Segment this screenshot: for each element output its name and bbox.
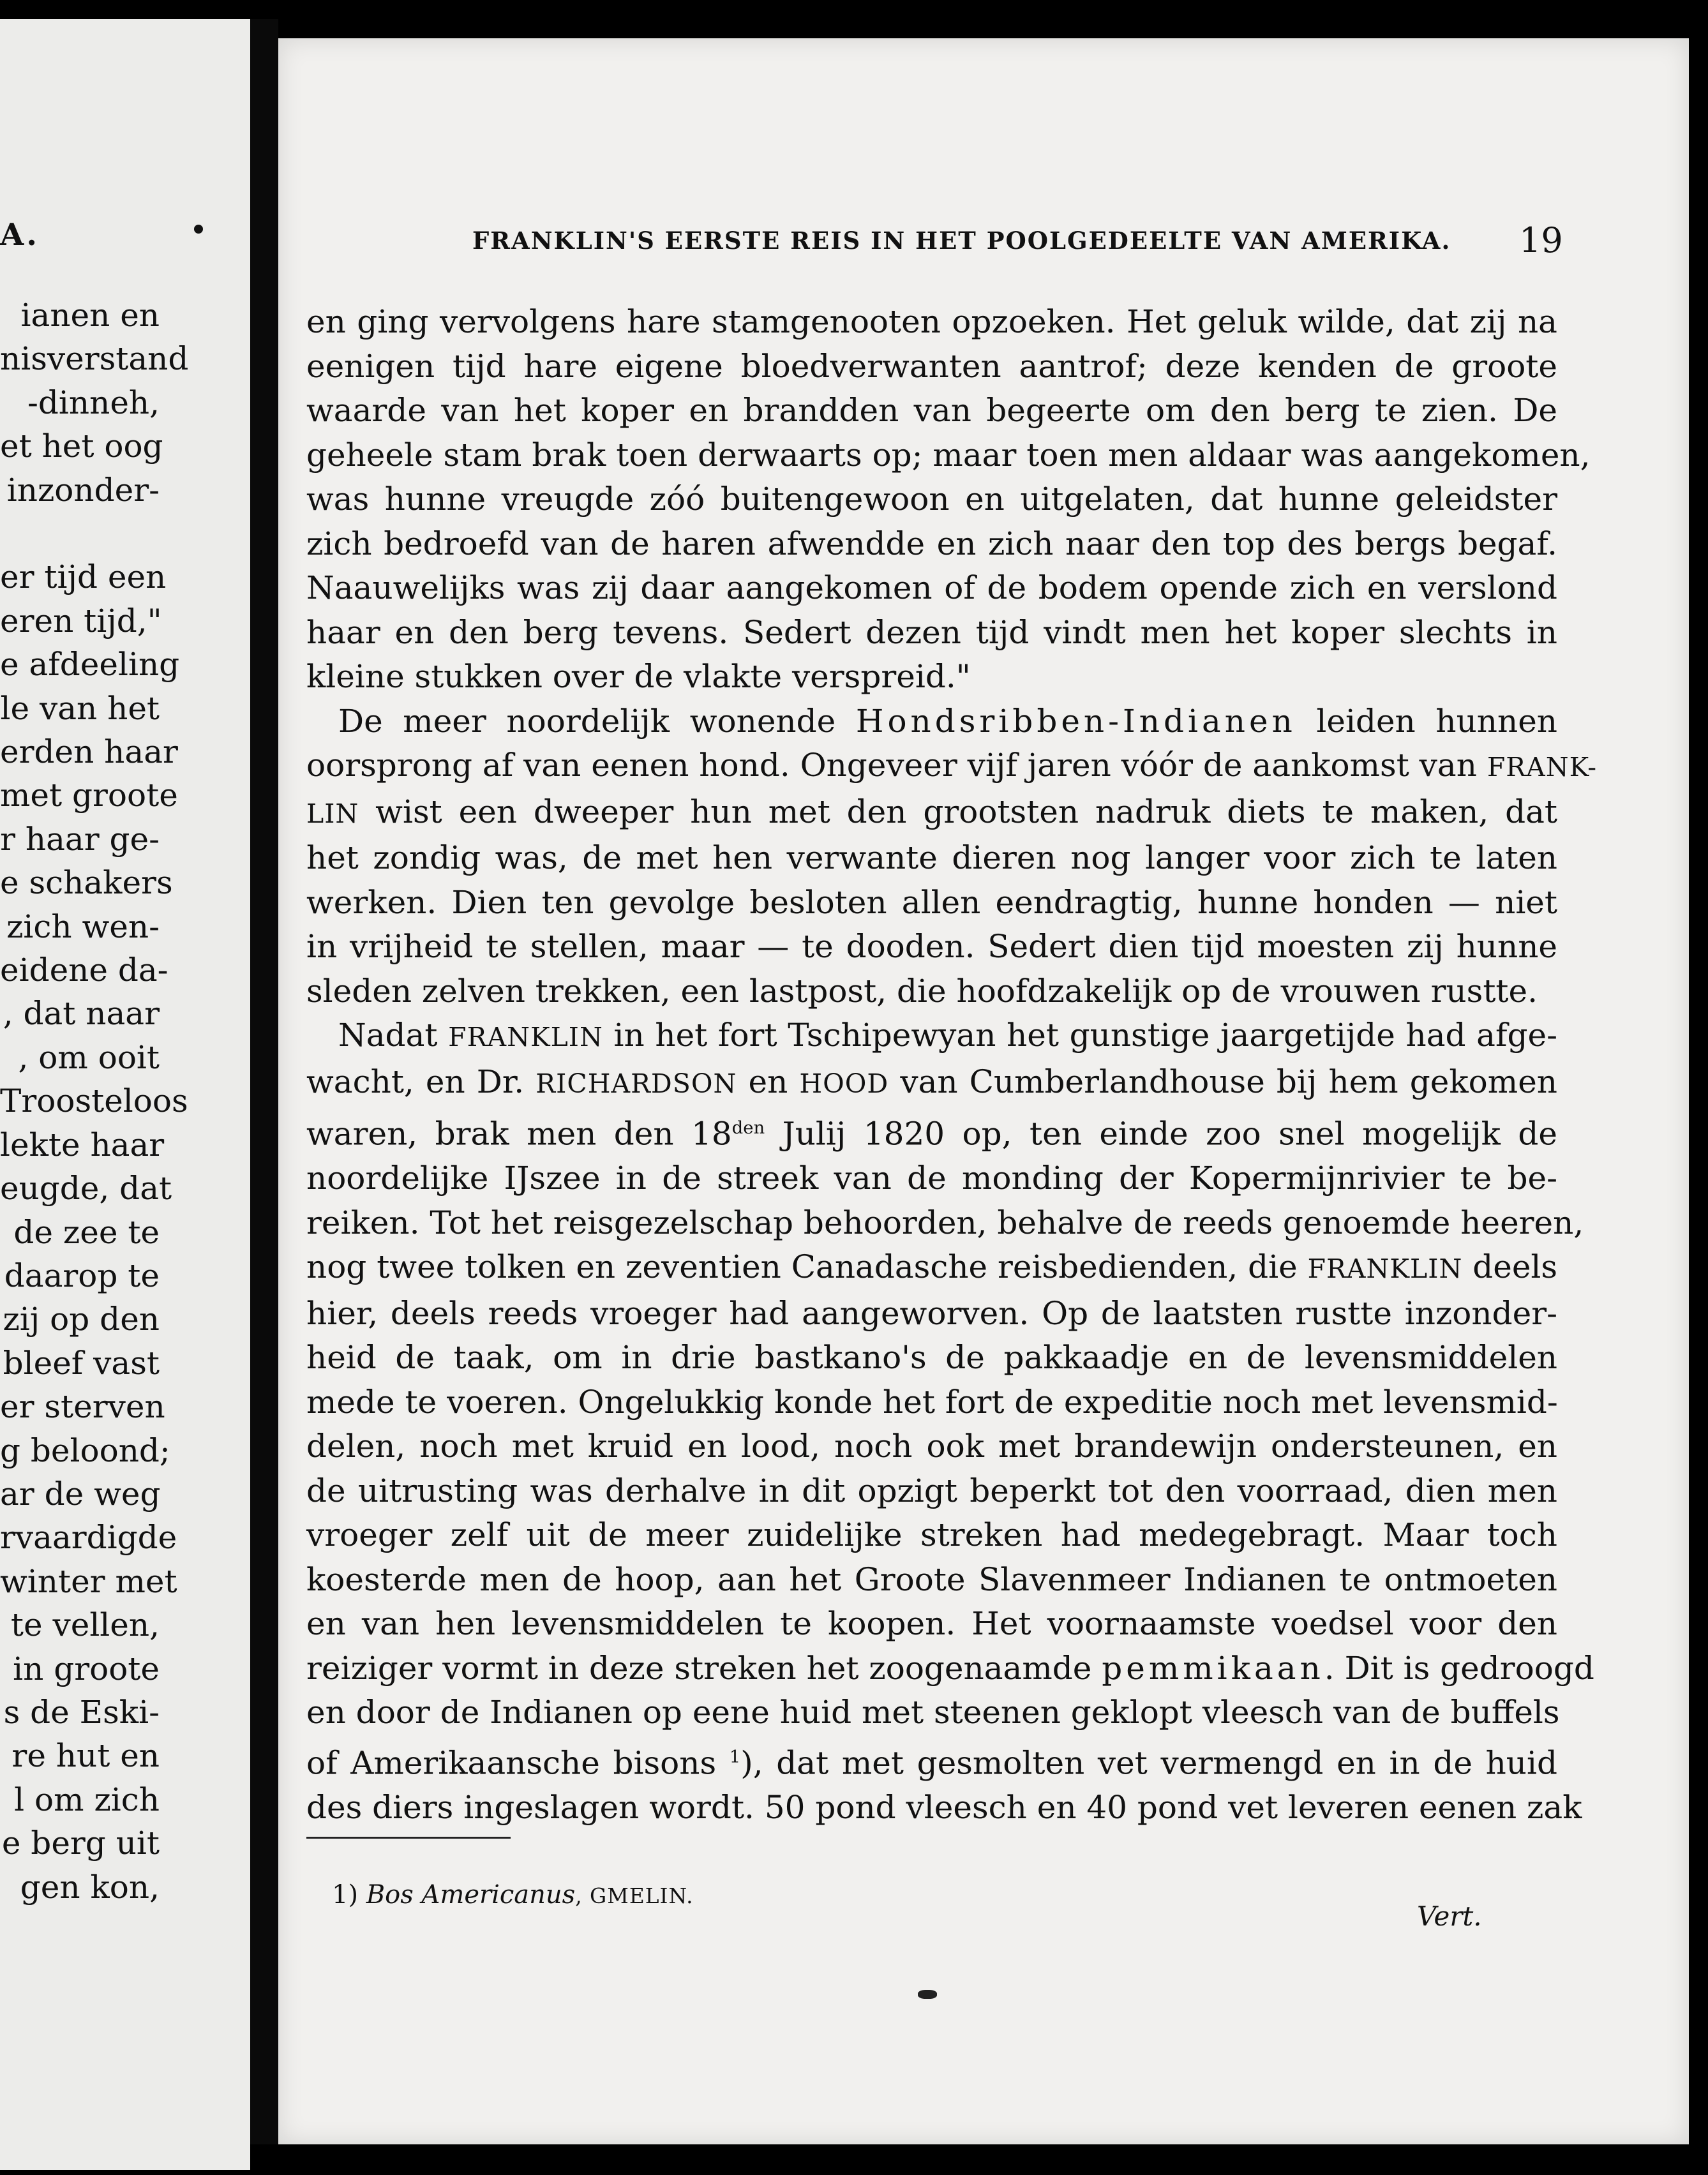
left-text-line: et het oog [0,428,163,465]
left-text-line: zich wen- [6,908,160,945]
left-text-line: eugde, dat [0,1170,172,1207]
text-line: koesterde men de hoop, aan het Groote Slavenmeer Indianen te ontmoeten [306,1560,1557,1598]
left-text-line: l om zich [14,1781,160,1818]
left-text-line: g beloond; [0,1431,170,1469]
left-text-line: eren tijd," [0,602,162,639]
name-smallcaps: HOOD [799,1068,889,1099]
emphasized-term: Hondsribben-Indianen [855,702,1296,740]
left-text-line: r haar ge- [0,820,160,858]
text-line: waren, brak men den $18^{den}$ Julij 1820 op, ten einde zoo snel mogelijk de [306,1115,1557,1153]
text-line: het zondig was, de met hen verwante dieren nog langer voor zich te laten [306,839,1557,876]
text-line: Naauwelijks was zij daar aangekomen of de bodem opende zich en verslond [306,569,1557,606]
text-line: oorsprong af van eenen hond. Ongeveer vijf jaren vóór de aankomst van FRANK- [306,747,1598,784]
emphasized-term: pemmikaan [1102,1649,1324,1687]
left-page-dot [194,225,203,234]
text-line: nog twee tolken en zeventien Canadasche reisbedienden, die FRANKLIN deels [306,1248,1558,1286]
text-line: de uitrusting was derhalve in dit opzigt beperkt tot den voorraad, dien men [306,1472,1557,1509]
name-smallcaps: FRANKLIN [1307,1253,1463,1285]
text-line: mede te voeren. Ongelukkig konde het fort de expeditie noch met levensmid- [306,1383,1558,1421]
page-number: 19 [1519,220,1563,260]
text-line: vroeger zelf uit de meer zuidelijke streken had medegebragt. Maar toch [306,1516,1557,1554]
text-line: en door de Indianen op eene huid met steenen geklopt vleesch van de buffels [306,1694,1560,1731]
footnote-author: , GMELIN. [575,1884,694,1908]
footnote-italic: Bos Americanus [366,1880,576,1910]
text-line: werken. Dien ten gevolge besloten allen eendragtig, hunne honden — niet [306,883,1557,921]
left-text-line: er sterven [0,1388,165,1426]
name-smallcaps: LIN [306,798,359,829]
date-superscript: den [731,1117,765,1138]
left-text-line: de zee te [13,1213,160,1251]
left-text-line: nisverstand [0,340,189,378]
bottom-scan-border [250,2144,1708,2175]
text-line: De meer noordelijk wonende Hondsribben-Indianen leiden hunnen [338,702,1557,740]
left-text-line: e afdeeling [0,646,180,684]
left-text-line: -dinneh, [27,384,160,421]
left-text-line: te vellen, [10,1606,160,1644]
footnote-rule [306,1837,511,1839]
body-text [306,300,1598,1830]
left-text-line: bleef vast [3,1344,160,1382]
text-line: of Amerikaansche bisons $^1$), dat met gesmolten vet vermengd en in de huid [306,1744,1557,1782]
text-line: geheele stam brak toen derwaarts op; maar toen men aldaar was aangekomen, [306,436,1591,474]
left-text-line: met groote [0,777,178,814]
left-text-line: Troosteloos [0,1082,188,1120]
name-smallcaps: RICHARDSON [536,1068,737,1099]
left-text-line: zij op den [3,1301,160,1338]
left-text-line: er tijd een [0,558,167,596]
text-line: delen, noch met kruid en lood, noch ook met brandewijn ondersteunen, en [306,1428,1557,1465]
left-text-line: gen kon, [20,1868,160,1906]
left-text-line: eidene da- [0,952,169,989]
left-page-text [0,294,189,1909]
left-text-line: , om ooit [18,1038,160,1076]
left-text-line: , dat naar [3,995,160,1033]
left-text-line: re hut en [11,1737,160,1775]
footnote [332,1880,694,1910]
left-page-header-letter: A. [0,217,40,253]
left-text-line: in groote [13,1650,160,1687]
paragraph-3 [306,1013,1594,1830]
text-line: LIN wist een dweeper hun met den grootsten nadruk diets te maken, dat [306,793,1557,830]
text-line: was hunne vreugde zóó buitengewoon en uitgelaten, dat hunne geleidster [306,481,1557,518]
left-text-line: inzonder- [6,471,160,509]
text-line: wacht, en Dr. RICHARDSON en HOOD van Cumberlandhouse bij hem gekomen [306,1063,1557,1100]
left-text-line: erden haar [0,733,178,771]
right-scan-border [1689,38,1708,2175]
footnote-marker: 1) [332,1880,359,1910]
left-text-line: e berg uit [1,1825,160,1862]
text-line: zich bedroefd van de haren afwendde en zich naar den top des bergs begaf. [306,525,1557,562]
left-text-line: winter met [0,1562,177,1600]
text-line: hier, deels reeds vroeger had aangeworven. Op de laatsten rustte inzonder- [306,1294,1557,1332]
left-text-line: ar de weg [0,1475,161,1513]
text-line: in vrijheid te stellen, maar — te dooden. Sedert dien tijd moesten zij hunne [306,928,1557,965]
paragraph-2 [306,699,1598,1014]
book-gutter [250,19,278,2175]
text-line: reiken. Tot het reisgezelschap behoorden, behalve de reeds genoemde heeren, [306,1204,1584,1241]
text-line: en ging vervolgens hare stamgenooten opzoeken. Het geluk wilde, dat zij na [306,303,1557,340]
text-line: noordelijke IJszee in de streek van de monding der Kopermijnrivier te be- [306,1160,1557,1197]
text-line: des diers ingeslagen wordt. 50 pond vleesch en 40 pond vet leveren eenen zak [306,1788,1582,1826]
left-page-fragment [0,19,250,2170]
left-text-line: ianen en [20,297,160,334]
text-line: heid de taak, om in drie bastkano's de pakkaadje en de levensmiddelen [306,1339,1557,1377]
text-line: kleine stukken over de vlakte verspreid." [306,658,971,695]
left-text-line: s de Eski- [3,1693,160,1731]
name-smallcaps: FRANKLIN [448,1022,603,1052]
blank-line [0,512,160,555]
left-text-line: e schakers [0,864,173,902]
text-line: Nadat FRANKLIN in het fort Tschipewyan het gunstige jaargetijde had afge- [338,1017,1557,1054]
text-line: sleden zelven trekken, een lastpost, die hoofdzakelijk op de vrouwen rustte. [306,972,1538,1010]
left-text-line: daarop te [4,1257,160,1294]
footnote-reference: 1 [729,1746,741,1767]
text-line: eenigen tijd hare eigene bloedverwanten aantrof; deze kenden de groote [306,347,1557,385]
page-ornament [918,1990,937,1999]
running-head: FRANKLIN'S EERSTE REIS IN HET POOLGEDEELTE VAN AMERIKA. [472,227,1451,255]
text-line: reiziger vormt in deze streken het zoogenaamde pemmikaan. Dit is gedroogd [306,1649,1594,1687]
left-text-line: lekte haar [0,1126,165,1163]
text-line: en van hen levensmiddelen te koopen. Het voornaamste voedsel voor den [306,1605,1557,1643]
paragraph-1 [306,300,1591,699]
left-text-line: le van het [0,689,160,727]
name-smallcaps: FRANK- [1487,752,1598,782]
text-line: waarde van het koper en brandden van begeerte om den berg te zien. De [306,392,1557,429]
text-line: haar en den berg tevens. Sedert dezen tijd vindt men het koper slechts in [306,613,1557,651]
vert-label: Vert. [1417,1901,1482,1932]
left-text-line: rvaardigde [0,1519,177,1557]
